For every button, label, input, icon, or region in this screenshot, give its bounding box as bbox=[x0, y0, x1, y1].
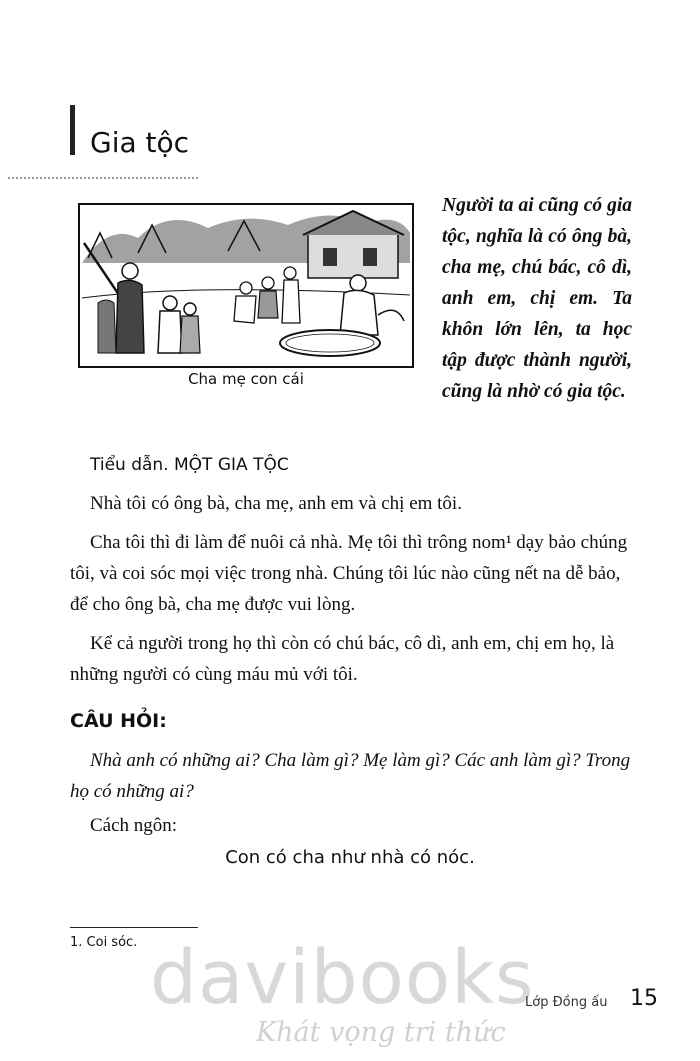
chapter-marker-bar bbox=[70, 105, 75, 155]
lesson-body bbox=[70, 488, 635, 698]
page-number: 15 bbox=[630, 986, 658, 1011]
family-illustration bbox=[78, 203, 414, 368]
chapter-title: Gia tộc bbox=[90, 126, 190, 159]
lesson-heading: Tiểu dẫn. MỘT GIA TỘC bbox=[90, 455, 289, 475]
watermark-brand: davibooks bbox=[150, 935, 535, 1021]
footnote-rule bbox=[70, 927, 198, 928]
questions-text: Nhà anh có những ai? Cha làm gì? Mẹ làm gì? Các anh làm gì? Trong họ có những ai? bbox=[70, 750, 631, 802]
lesson-paragraph: Kể cả người trong họ thì còn có chú bác, cô dì, anh em, chị em họ, là những người có cùng máu mủ với tôi. bbox=[70, 633, 615, 685]
sidebar-intro bbox=[442, 190, 632, 407]
lesson-paragraph: Cha tôi thì đi làm để nuôi cả nhà. Mẹ tôi thì trông nom¹ dạy bảo chúng tôi, và coi sóc mọi việc trong nhà. Chúng tôi lúc nào cũng nết na dễ bảo, để cho ông bà, cha mẹ được vui lòng. bbox=[70, 532, 628, 615]
running-title: Lớp Đồng ấu bbox=[525, 995, 608, 1010]
questions-title: CÂU HỎI: bbox=[70, 710, 167, 732]
decorative-dotted-rule bbox=[8, 177, 198, 179]
saying-text: Con có cha như nhà có nóc. bbox=[225, 847, 475, 868]
watermark-slogan: Khát vọng tri thức bbox=[256, 1017, 506, 1048]
sidebar-intro-text: Người ta ai cũng có gia tộc, nghĩa là có ông bà, cha mẹ, chú bác, cô dì, anh em, chị em. Ta khôn lớn lên, ta học tập được thành người, cũng là nhờ có gia tộc. bbox=[442, 195, 632, 402]
lesson-paragraph: Nhà tôi có ông bà, cha mẹ, anh em và chị em tôi. bbox=[90, 493, 462, 514]
saying-label: Cách ngôn: bbox=[90, 815, 178, 836]
footnote-text: 1. Coi sóc. bbox=[70, 935, 138, 950]
figure-caption: Cha mẹ con cái bbox=[188, 370, 304, 388]
